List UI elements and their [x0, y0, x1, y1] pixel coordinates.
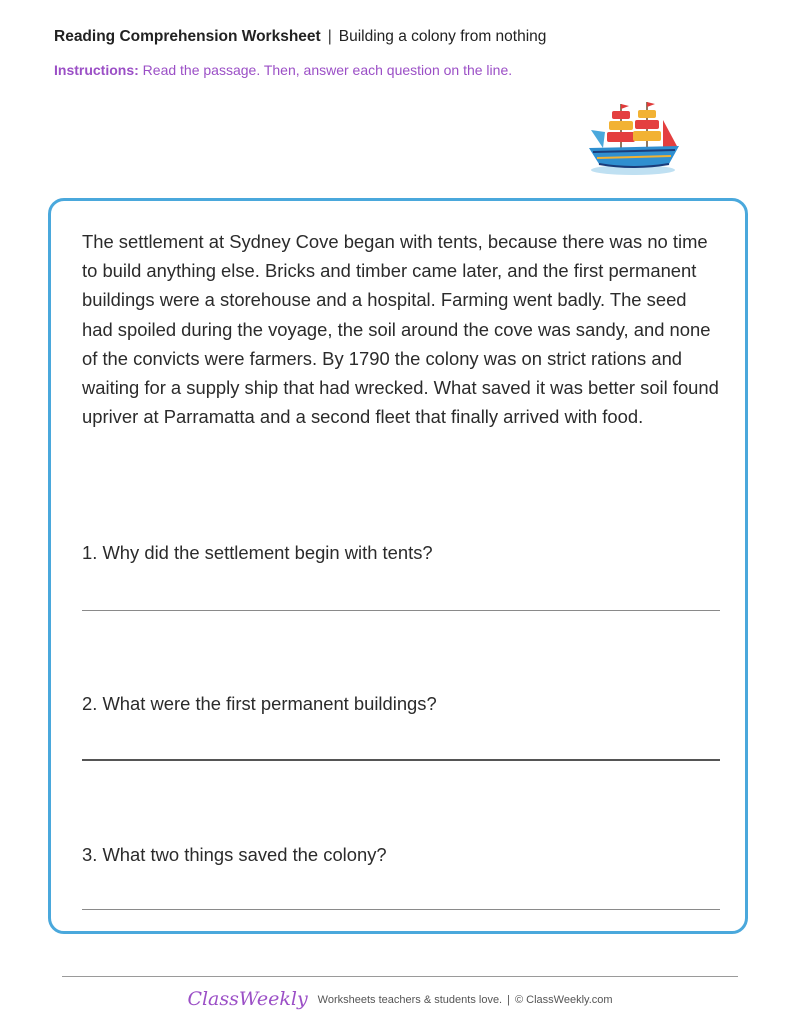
- brand-logo: ClassWeekly: [187, 988, 308, 1010]
- footer-tagline: Worksheets teachers & students love.: [317, 994, 503, 1006]
- worksheet-subtitle: Building a colony from nothing: [338, 28, 547, 45]
- worksheet-title: Reading Comprehension Worksheet: [54, 28, 321, 45]
- footer-separator: |: [507, 994, 510, 1006]
- instructions-label: Instructions:: [54, 62, 139, 78]
- instructions: [54, 60, 524, 81]
- question-1: 1. Why did the settlement begin with tents?: [82, 542, 433, 563]
- answer-line-1[interactable]: [82, 610, 720, 611]
- question-3: 3. What two things saved the colony?: [82, 844, 387, 865]
- instructions-text: Read the passage. Then, answer each question on the line.: [142, 62, 513, 78]
- question-2: 2. What were the first permanent buildings?: [82, 693, 437, 714]
- footer: [0, 988, 800, 1010]
- worksheet-header: [54, 28, 546, 46]
- answer-line-3[interactable]: [82, 909, 720, 910]
- footer-divider: [62, 976, 738, 977]
- answer-line-2[interactable]: [82, 759, 720, 761]
- reading-passage: The settlement at Sydney Cove began with tents, because there was no time to build anything else. Bricks and timber came later, and the first permanent buildings were a storehouse and a hospital. Farming went badly. The seed had spoiled during the voyage, the soil around the cove was sandy, and none of the convicts were farmers. By 1790 the colony was on strict rations and waiting for a supply ship that had wrecked. What saved it was better soil found upriver at Parramatta and a second fleet that finally arrived with food.: [82, 231, 719, 428]
- sailing-ship-icon: [583, 96, 685, 178]
- passage-card: [48, 198, 748, 934]
- footer-copyright: © ClassWeekly.com: [514, 994, 613, 1006]
- header-separator: |: [327, 28, 332, 45]
